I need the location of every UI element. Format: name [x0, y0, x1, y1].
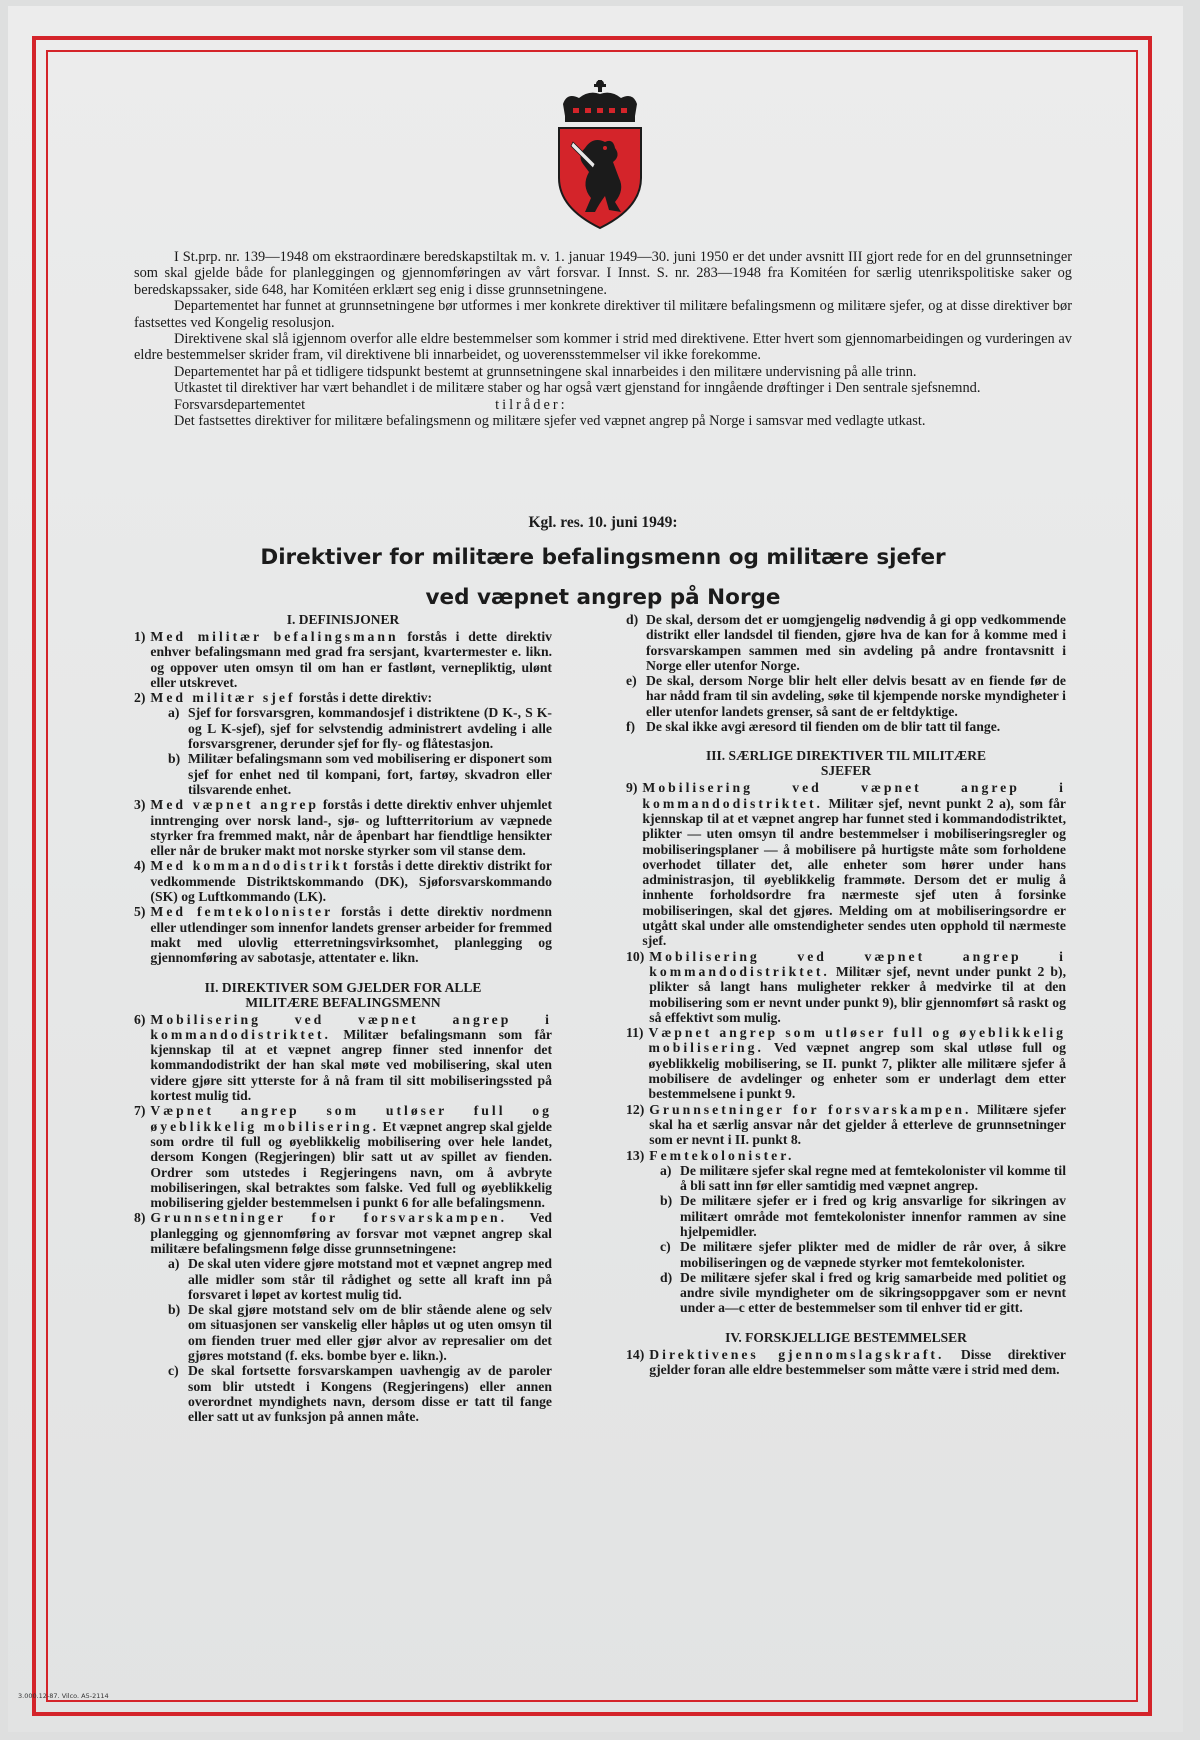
list-item: 7) Væpnet angrep som utløser full og øyeblikkelig mobilisering. Et væpnet angrep skal gjelde som ordre til full og øyeblikkelig mobilisering over hele landet, dersom Kongen (Regjeringen) blir satt ut av spillet av fienden. Ordrer som utstedes i Regjeringens navn, om å avbryte mobiliseringen, skal betraktes som falske. Ved full og øyeblikkelig mobilisering gjelder bestemmelsen i punkt 6 for alle befalingsmenn. [134, 1103, 552, 1211]
print-mark: 3.000.12-87. Vilco. A5-2114 [18, 1692, 109, 1700]
list-subitem: b) De skal gjøre motstand selv om de blir stående alene og selv om situasjonen ser vanskelig eller håpløs ut og uten omsyn til om fienden truer med eller gjør alvor av represalier om det gjøres motstand (f. eks. bombe byer e. likn.). [168, 1302, 552, 1364]
list-item: 9) Mobilisering ved væpnet angrep i kommandodistriktet. Militær sjef, nevnt punkt 2 a), som får kjennskap til at et væpnet angrep har funnet sted i kommandodistriktet, plikter — uten omsyn til andre bestemmelser i mobiliseringsregler og mobiliseringsplaner — å mobilisere på hurtigste måte som forholdene overhodet tillater det, alle enheter som hører under hans administrasjon, til øyeblikkelig frammøte. Dersom det er mulig å innhente forholdsordre fra nærmeste sjef uten å forsinke mobiliseringen, skal det gjøres. Melding om at mobiliseringsordre er utgått skal under alle omstendigheter sendes uten opphold til nærmeste sjef. [626, 780, 1066, 949]
department-name: Forsvarsdepartementet [174, 396, 306, 413]
list-subitem: a) De skal uten videre gjøre motstand mot et væpnet angrep med alle midler som står til rådighet og sette all kraft inn på forsvaret i løpet av kortest mulig tid. [168, 1256, 552, 1302]
list-item: 12) Grunnsetninger for forsvarskampen. Militære sjefer skal ha et særlig ansvar når det gjelder å etterleve de grunnsetninger som er nevnt i II. punkt 8. [626, 1101, 1066, 1148]
list-item: 1) Med militær befalingsmann forstås i dette direktiv enhver befalingsmann med grad fra sersjant, kvartermester e. likn. og oppover uten omsyn til om han er fastlønt, vernepliktig, ulønt eller utskrevet. [134, 629, 552, 690]
section-heading: III. SÆRLIGE DIREKTIVER TIL MILITÆRE SJEFER [706, 748, 986, 779]
list-subitem: d) De militære sjefer skal i fred og krig samarbeide med politiet og andre sivile myndigheter om de sikringsoppgaver som er nevnt under a—c etter de bestemmelser som til enhver tid er gitt. [660, 1269, 1066, 1316]
intro-paragraph: I St.prp. nr. 139—1948 om ekstraordinære beredskapstiltak m. v. 1. januar 1949—30. juni 1950 er det under avsnitt III gjort rede for en del grunnsetninger som skal gjelde både for planleggingen og gjennomføringen av vårt forsvar. I Innst. S. nr. 283—1948 fra Komitéen for særlig utenrikspolitiske saker og beredskapssaker, side 648, har Komitéen erklært seg enig i disse grunnsetningene. [134, 249, 1072, 298]
poster [8, 6, 1183, 1732]
recommends-word: tilråder: [495, 396, 568, 413]
intro-paragraph: Utkastet til direktiver har vært behandlet i de militære staber og har også vært gjenstand for inngående drøftinger i Den sentrale sjefsnemnd. [174, 380, 981, 397]
list-subitem: e) De skal, dersom Norge blir helt eller delvis besatt av en fiende før de har nådd fram til sin avdeling, søke til kjempende norske myndigheter i eller utenfor landets grenser, så sant de er feltdyktige. [626, 673, 1066, 719]
list-subitem: a) De militære sjefer skal regne med at femtekolonister vil komme til å bli satt inn før eller samtidig med væpnet angrep. [660, 1162, 1066, 1194]
list-item: 6) Mobilisering ved væpnet angrep i kommandodistriktet. Militær befalingsmann som får kjennskap til at et væpnet angrep finner sted innenfor det kommandodistrikt der han skal møte ved mobilisering, skal uten videre gjøre sitt ytterste for å nå fram til sitt mobiliseringssted på kortest mulig tid. [134, 1011, 552, 1104]
intro-paragraph: Departementet har funnet at grunnsetningene bør utformes i mer konkrete direktiver til militære befalingsmenn og militære sjefer, og at disse direktiver bør fastsettes ved Kongelig resolusjon. [134, 298, 1072, 331]
list-item: 14) Direktivenes gjennomslagskraft. Disse direktiver gjelder foran alle eldre bestemmelser som måtte være i strid med dem. [626, 1346, 1066, 1378]
list-item: 3) Med væpnet angrep forstås i dette direktiv enhver uhjemlet inntrenging over norsk land-, sjø- og luftterritorium av væpnede styrker fra fremmed makt, når de åpenbart har fiendtlige hensikter eller når de bruker makt mot norske styrker som vil stanse dem. [134, 797, 553, 859]
list-item: 11) Væpnet angrep som utløser full og øyeblikkelig mobilisering. Ved væpnet angrep som skal utløse full og øyeblikkelig mobilisering, se II. punkt 7, plikter alle militære sjefer å mobilisere de avdelinger og enheter som er underlagt dem etter bestemmelsene i punkt 9. [626, 1025, 1066, 1102]
intro-paragraph: Det fastsettes direktiver for militære befalingsmenn og militære sjefer ved væpnet angrep på Norge i samsvar med vedlagte utkast. [174, 413, 926, 430]
list-subitem: f) De skal ikke avgi æresord til fienden om de blir tatt til fange. [626, 719, 1001, 735]
list-item: 8) Grunnsetninger for forsvarskampen. Ved planlegging og gjennomføring av forsvar mot væpnet angrep skal militære befalingsmenn følge disse grunnsetningene: [134, 1210, 552, 1256]
list-item: 2) Med militær sjef forstås i dette direktiv: [134, 690, 433, 706]
intro-paragraph: Departementet har på et tidligere tidspunkt bestemt at grunnsetningene skal innarbeides i den militære undervisning på alle trinn. [174, 363, 917, 380]
title-line-2: ved væpnet angrep på Norge [425, 585, 781, 610]
list-subitem: b) De militære sjefer er i fred og krig ansvarlige for sikringen av militært område mot femtekolonister innenfor rammen av sine hjelpemidler. [660, 1193, 1066, 1239]
norway-coat-of-arms-icon [555, 78, 645, 230]
list-subitem: a) Sjef for forsvarsgren, kommandosjef i distriktene (D K-, S K- og L K-sjef), sjef for selvstendig administrert avdeling i alle forsvarsgrener, derunder sjef for fly- og flåtestasjon. [168, 705, 552, 752]
royal-resolution-date: Kgl. res. 10. juni 1949: [528, 514, 678, 531]
list-item: 4) Med kommandodistrikt forstås i dette direktiv distrikt for vedkommende Distriktskommando (DK), Sjøforsvarskommando (SK) og Luftkommando (LK). [134, 858, 552, 905]
list-subitem: c) De skal fortsette forsvarskampen uavhengig av de paroler som blir utstedt i Kongens (Regjeringens) eller annen overordnet myndighets navn, dersom disse er tatt til fange eller satt ut av funksjon på annen måte. [168, 1363, 552, 1425]
title-line-1: Direktiver for militære befalingsmenn og militære sjefer [260, 545, 946, 570]
section-heading: II. DIREKTIVER SOM GJELDER FOR ALLE MILITÆRE BEFALINGSMENN [204, 979, 482, 1010]
list-subitem: c) De militære sjefer plikter med de midler de rår over, å sikre mobiliseringen og de væpnede styrker mot femtekolonister. [660, 1239, 1066, 1270]
page-title [134, 538, 1072, 618]
list-item: 13) Femtekolonister. [626, 1147, 795, 1163]
section-heading: IV. FORSKJELLIGE BESTEMMELSER [725, 1329, 967, 1345]
intro-text [134, 249, 1072, 429]
section-heading: I. DEFINISJONER [286, 612, 400, 627]
intro-recommendation [134, 397, 1072, 413]
intro-paragraph: Direktivene skal slå igjennom overfor alle eldre bestemmelser som kommer i strid med direktivene. Etter hvert som gjennomarbeidingen og vurderingen av eldre bestemmelser skrider fram, vil direktivene bli innarbeidet, og uoverensstemmelser vil ikke forekomme. [134, 331, 1072, 364]
list-subitem: b) Militær befalingsmann som ved mobilisering er disponert som sjef for enhet ned til kompani, fort, fartøy, skvadron eller tilsvarende enhet. [168, 751, 552, 797]
left-column [134, 612, 552, 1425]
list-item: 10) Mobilisering ved væpnet angrep i kommandodistriktet. Militær sjef, nevnt under punkt 2 b), plikter så langt hans muligheter rekker å medvirke til at den mobilisering som er nevnt under punkt 9), blir gjennomført så raskt og så effektivt som mulig. [626, 948, 1066, 1025]
list-subitem: d) De skal, dersom det er uomgjengelig nødvendig å gi opp vedkommende distrikt eller landsdel til fienden, gjøre hva de kan for å komme med i forsvarskampen sammen med sin avdeling på andre frontavsnitt i Norge eller utenfor Norge. [626, 612, 1066, 673]
list-item: 5) Med femtekolonister forstås i dette direktiv nordmenn eller utlendinger som innenfor landets grenser arbeider for fremmed makt med ulovlig etterretningsvirksomhet, planlegging og gjennomføring av sabotasje, attentater e. likn. [134, 904, 553, 966]
right-column [626, 612, 1066, 1377]
